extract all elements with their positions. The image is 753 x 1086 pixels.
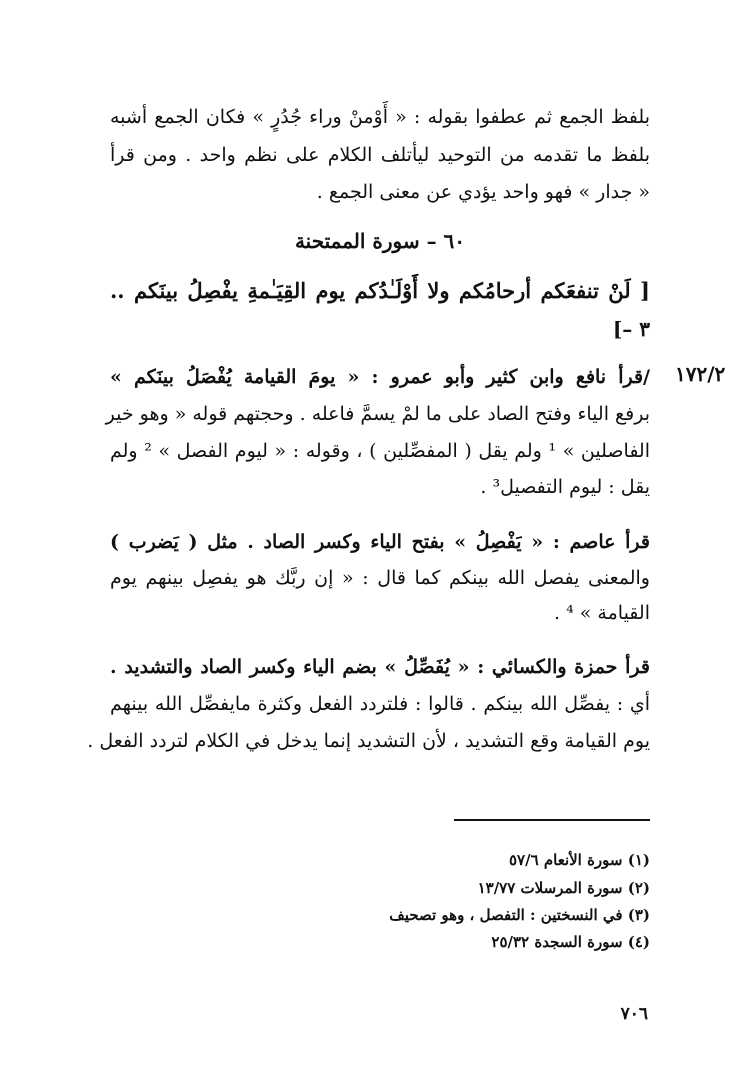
para3-line-3: يوم القيامة وقع التشديد ، لأن التشديد إنما يدخل في الكلام لتردد الفعل . — [87, 730, 650, 752]
footnote-3: (٣) في النسختين : التفصل ، وهو تصحيف — [389, 906, 650, 924]
footnote-separator — [454, 819, 650, 821]
surah-title: ٦٠ – سورة الممتحنة — [294, 229, 466, 253]
para1-line-1: /قرأ نافع وابن كثير وأبو عمرو : « يومَ القيامة يُفْصَلُ بينَكم » — [110, 366, 650, 388]
intro-line-2: بلفظ ما تقدمه من التوحيد ليأتلف الكلام على نظم واحد . ومن قرأ — [110, 144, 650, 166]
margin-reference: ١٧٢/٢ — [675, 362, 726, 386]
intro-line-1: بلفظ الجمع ثم عطفوا بقوله : « أَوْمنْ وراء جُدُرٍ » فكان الجمع أشبه — [110, 106, 650, 128]
footnote-1: (١) سورة الأنعام ٥٧/٦ — [508, 851, 650, 869]
para1-line-4: يقل : ليوم التفصيل³ . — [480, 476, 650, 498]
para2-line-1: قرأ عاصم : « يَفْصِلُ » بفتح الياء وكسر الصاد . مثل ( يَضرب ) — [110, 531, 650, 553]
para2-line-3: القيامة » ⁴ . — [554, 602, 650, 624]
para1-line-3: الفاصلين » ¹ ولم يقل ( المفصِّلين ) ، وقوله : « ليوم الفصل » ² ولم — [110, 440, 651, 462]
para3-line-2: أي : يفصِّل الله بينكم . قالوا : فلتردد الفعل وكثرة مايفصِّل الله بينهم — [110, 693, 650, 715]
footnote-4: (٤) سورة السجدة ٢٥/٣٢ — [491, 933, 650, 951]
verse-line-2: ٣ –] — [612, 317, 650, 341]
verse-line-1: [ لَنْ تنفعَكم أرحامُكم ولا أَوْلَـٰدُكم يوم القِيَـٰمةِ يفْصِلُ بينَكم .. — [110, 278, 650, 303]
para3-line-1: قرأ حمزة والكسائي : « يُفَصِّلُ » بضم الياء وكسر الصاد والتشديد . — [110, 656, 650, 678]
page-number: ٧٠٦ — [620, 1004, 648, 1024]
para2-line-2: والمعنى يفصل الله بينكم كما قال : « إن ربَّك هو يفصِل بينهم يوم — [110, 567, 650, 589]
intro-line-3: « جدار » فهو واحد يؤدي عن معنى الجمع . — [316, 181, 650, 203]
footnote-2: (٢) سورة المرسلات ١٣/٧٧ — [477, 879, 650, 897]
para1-line-2: برفع الياء وفتح الصاد على ما لمْ يسمَّ فاعله . وحجتهم قوله « وهو خير — [105, 403, 650, 425]
